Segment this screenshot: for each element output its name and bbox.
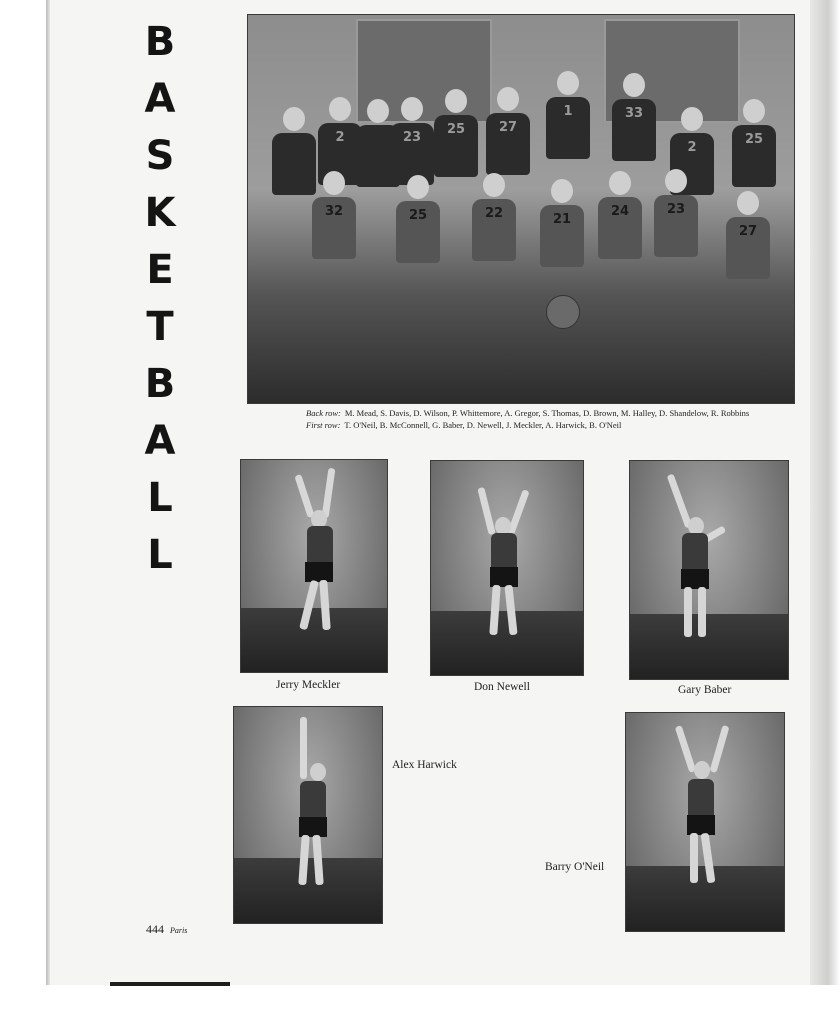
title-letter: A [144, 76, 176, 122]
back-row-names: M. Mead, S. Davis, D. Wilson, P. Whittemore, A. Gregor, S. Thomas, D. Brown, M. Halley, D. Shandelow, R. Robbins [344, 408, 750, 418]
title-letter: B [144, 361, 176, 407]
caption-oneil: Barry O'Neil [545, 861, 605, 873]
page-number: 444 [146, 922, 164, 936]
title-letter: L [147, 475, 173, 521]
team-caption [306, 408, 776, 432]
title-letter: L [147, 532, 173, 578]
title-letter: A [144, 418, 176, 464]
section-name: Paris [170, 926, 188, 935]
title-letter: T [146, 304, 174, 350]
player-photo-baber [629, 460, 789, 680]
caption-harwick: Alex Harwick [392, 759, 457, 771]
book-spine [46, 0, 50, 985]
title-letter: S [145, 133, 175, 179]
player-photo-oneil [625, 712, 785, 932]
player-photo-newell [430, 460, 584, 676]
caption-baber: Gary Baber [678, 684, 732, 696]
vertical-title [130, 14, 190, 584]
title-letter: K [144, 190, 176, 236]
basketball [546, 295, 580, 329]
page-folio [146, 922, 187, 937]
first-row-names: T. O'Neil, B. McConnell, G. Baber, D. Newell, J. Meckler, A. Harwick, B. O'Neil [344, 420, 622, 430]
title-letter: E [146, 247, 174, 293]
team-photo: 2 23 25 27 1 33 2 25 32 25 22 21 24 23 27 [247, 14, 795, 404]
title-letter: B [144, 19, 176, 65]
back-row-label: Back row: [306, 408, 341, 418]
caption-meckler: Jerry Meckler [276, 679, 341, 691]
first-row-label: First row: [306, 420, 341, 430]
player-photo-meckler [240, 459, 388, 673]
caption-newell: Don Newell [474, 681, 530, 693]
bottom-rule [110, 982, 230, 986]
player-photo-harwick [233, 706, 383, 924]
page-edge-shadow [810, 0, 840, 985]
